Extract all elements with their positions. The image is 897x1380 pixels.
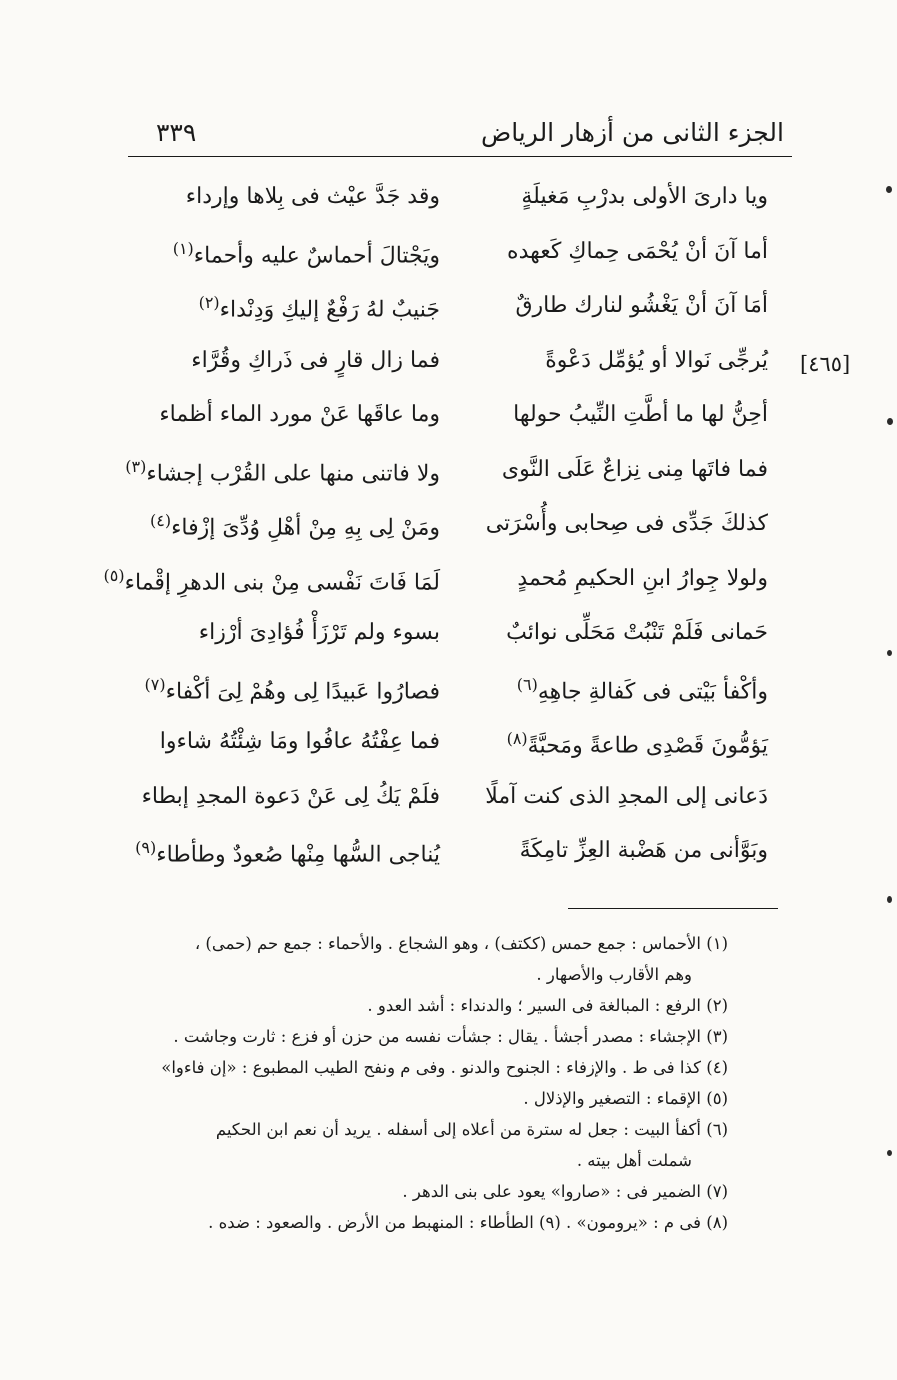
verse-first-hemistich <box>456 729 768 758</box>
verse <box>128 233 768 288</box>
footnote-number: (١) <box>706 934 728 953</box>
verse-first-hemistich <box>456 838 768 863</box>
footnote-number: (٥) <box>706 1089 728 1108</box>
verse-second-hemistich <box>125 456 440 486</box>
footnote <box>118 1114 728 1145</box>
verse-text: ولا فاتنى منها على القُرْب إجشاء <box>146 460 440 486</box>
footnote-text: أكفأ البيت : جعل له سترة من أعلاه إلى أسفله . يريد أن نعم ابن الحكيم <box>215 1120 701 1139</box>
footnote-divider <box>568 908 778 909</box>
verse <box>128 778 768 833</box>
verse-text: ومَنْ لِى بِهِ مِنْ أهْلِ وُدِّىَ إزْفاء <box>171 515 440 541</box>
verse-first-hemistich <box>456 402 768 427</box>
footnote <box>118 1207 728 1238</box>
verse-text: يُرجِّى نَوالا أو يُؤمِّل دَعْوةً <box>545 347 768 373</box>
verse-text: وما عاقَها عَنْ مورد الماء أظماء <box>159 402 440 427</box>
verse <box>103 560 768 615</box>
verse-text: كذلكَ جَدِّى فى صِحابى وأُسْرَتى <box>485 511 768 536</box>
footnote-text: الإقماء : التصغير والإذلال . <box>523 1089 701 1108</box>
verse-text: يُناجى السُّها مِنْها صُعودٌ وطأطاء <box>156 842 440 868</box>
verse-second-hemistich <box>128 620 440 645</box>
footnote-marker[interactable]: (٢) <box>198 293 220 312</box>
verse-text: بسوء ولم تَرْزَأْ فُؤادِىَ أرْزاء <box>198 620 440 645</box>
footnote-text: الإجشاء : مصدر أجشأ . يقال : جشأت نفسه من حزن أو فزع : ثارت وجاشت . <box>173 1027 701 1046</box>
verse-second-hemistich <box>103 565 440 595</box>
page-number: ٣٣٩ <box>156 118 197 147</box>
verse-text: ويَجْتالَ أحماسٌ عليه وأحماء <box>193 242 440 268</box>
verse-text: فما عِفْتُهُ عافُوا ومَا شِئْتُهُ شاءوا <box>159 729 440 754</box>
verse-second-hemistich <box>128 293 440 322</box>
verse-first-hemistich <box>456 184 768 209</box>
margin-speck <box>887 1150 892 1156</box>
footnote-text: الرفع : المبالغة فى السير ؛ والدنداء : أشد العدو . <box>367 996 701 1015</box>
footnotes <box>118 928 728 1238</box>
verse-second-hemistich <box>128 184 440 209</box>
running-title: الجزء الثانى من أزهار الرياض <box>480 118 784 147</box>
verse-text: فصارُوا عَبيدًا لِى وهُمْ لِىَ أكْفاء <box>165 678 440 704</box>
verse-text: أمَا آنَ أنْ يَغْشُو لنارك طارقٌ <box>515 293 768 318</box>
footnote-marker[interactable]: (٤) <box>149 511 172 530</box>
footnote-marker[interactable]: (٦) <box>516 674 538 694</box>
verse-first-hemistich <box>456 293 768 318</box>
verse-second-hemistich <box>128 784 440 809</box>
verse-second-hemistich <box>128 348 440 373</box>
verse <box>128 287 768 342</box>
footnote <box>118 1083 728 1114</box>
footnote-number: (٧) <box>706 1182 728 1201</box>
footnote-number: (٤) <box>706 1058 728 1077</box>
verse-text: وأكْفأ بَيْتى فى كَفالةِ جاهِهِ <box>537 678 768 704</box>
footnote-number: (٨) <box>706 1213 728 1232</box>
footnote-number: (٦) <box>706 1120 728 1139</box>
margin-speck <box>886 186 892 193</box>
verse-first-hemistich <box>456 348 768 373</box>
footnote-text: فى م : «يرومون» . (٩) الطأطاء : المنهبط من الأرض . والصعود : ضده . <box>208 1213 701 1232</box>
footnote-continuation: وهم الأقارب والأصهار . <box>536 965 692 984</box>
verse-text: وبَوَّأنى من هَضْبة العِزِّ تامِكَةً <box>519 838 768 863</box>
verse-text: يَؤمُّونَ قَصْدِى طاعةً ومَحبَّةً <box>527 733 768 759</box>
verse-first-hemistich <box>456 239 768 264</box>
verse <box>128 723 768 778</box>
verse-first-hemistich <box>456 675 768 704</box>
verse-second-hemistich <box>128 402 440 427</box>
verse-first-hemistich <box>456 784 768 809</box>
verse <box>128 178 768 233</box>
footnote-marker[interactable]: (٧) <box>144 674 166 694</box>
verse-second-hemistich <box>128 239 440 268</box>
footnote-number: (٣) <box>706 1027 728 1046</box>
verse-first-hemistich <box>456 620 768 645</box>
verse-text: جَنيبٌ لهُ رَفْعٌ إليكِ وَدِنْداء <box>219 297 440 323</box>
footnote-number: (٢) <box>706 996 728 1015</box>
footnote <box>118 1052 728 1083</box>
footnote <box>118 990 728 1021</box>
footnote-text: الضمير فى : «صاروا» يعود على بنى الدهر . <box>402 1182 701 1201</box>
verse-text: فما فاتَها مِنى نِزاعٌ عَلَى النَّوى <box>501 456 768 482</box>
footnote <box>118 1176 728 1207</box>
margin-reference: [٤٦٥] <box>800 352 851 376</box>
footnote-marker[interactable]: (٩) <box>135 838 157 857</box>
verse-first-hemistich <box>456 566 768 591</box>
footnote <box>118 928 728 959</box>
verse-second-hemistich <box>128 675 440 704</box>
margin-speck <box>887 650 892 656</box>
verse-text: ولولا جِوارُ ابنِ الحكيمِ مُحمدٍ <box>517 565 768 591</box>
verse <box>128 505 768 560</box>
footnote-marker[interactable]: (٥) <box>103 565 125 585</box>
verse-text: أحِنُّ لها ما أطَّتِ النِّيبُ حولها <box>513 402 768 427</box>
verse-text: فما زال قارٍ فى ذَراكِ وقُرَّاء <box>191 347 440 373</box>
margin-speck <box>887 418 893 425</box>
verse-text: ويا دارىَ الأولى بدرْبِ مَغيلَةٍ <box>521 184 768 209</box>
verse-text: وقد جَدَّ عيْث فى بِلاها وإرداء <box>185 184 440 209</box>
verse <box>125 451 768 506</box>
footnote-marker[interactable]: (٣) <box>125 456 147 476</box>
verse <box>128 832 768 887</box>
footnote-text: الأحماس : جمع حمس (ككتف) ، وهو الشجاع . والأحماء : جمع حم (حمى) ، <box>194 934 701 953</box>
footnote <box>118 1021 728 1052</box>
footnote-text: كذا فى ط . والإزفاء : الجنوح والدنو . وفى م ونفح الطيب المطبوع : «إن فاءوا» <box>161 1058 701 1077</box>
margin-speck <box>887 896 892 903</box>
verse-first-hemistich <box>456 457 768 482</box>
footnote-marker[interactable]: (٨) <box>506 729 528 748</box>
footnote-marker[interactable]: (١) <box>172 238 194 258</box>
verse <box>128 614 768 669</box>
verse-text: حَمانى فَلَمْ تَنْبُتْ مَحَلِّى نوائبٌ <box>506 620 768 645</box>
verse <box>128 342 768 397</box>
verse-text: فلَمْ يَكُ لِى عَنْ دَعوة المجدِ إبطاء <box>141 783 440 809</box>
verse-second-hemistich <box>128 511 440 540</box>
verse-first-hemistich <box>456 511 768 536</box>
verse-text: أما آنَ أنْ يُحْمَى حِماكِ كَعهده <box>507 238 768 264</box>
verse-second-hemistich <box>128 838 440 867</box>
footnote-continuation: شملت أهل بيته . <box>576 1151 692 1170</box>
verse <box>128 396 768 451</box>
page-header <box>128 108 792 157</box>
verse-text: لَمَا فَاتَ نَفْسى مِنْ بنى الدهرِ إقْماء <box>124 569 440 595</box>
poem <box>103 178 768 887</box>
verse-second-hemistich <box>128 729 440 754</box>
verse-text: دَعانى إلى المجدِ الذى كنت آملًا <box>485 783 768 809</box>
verse <box>128 669 768 724</box>
